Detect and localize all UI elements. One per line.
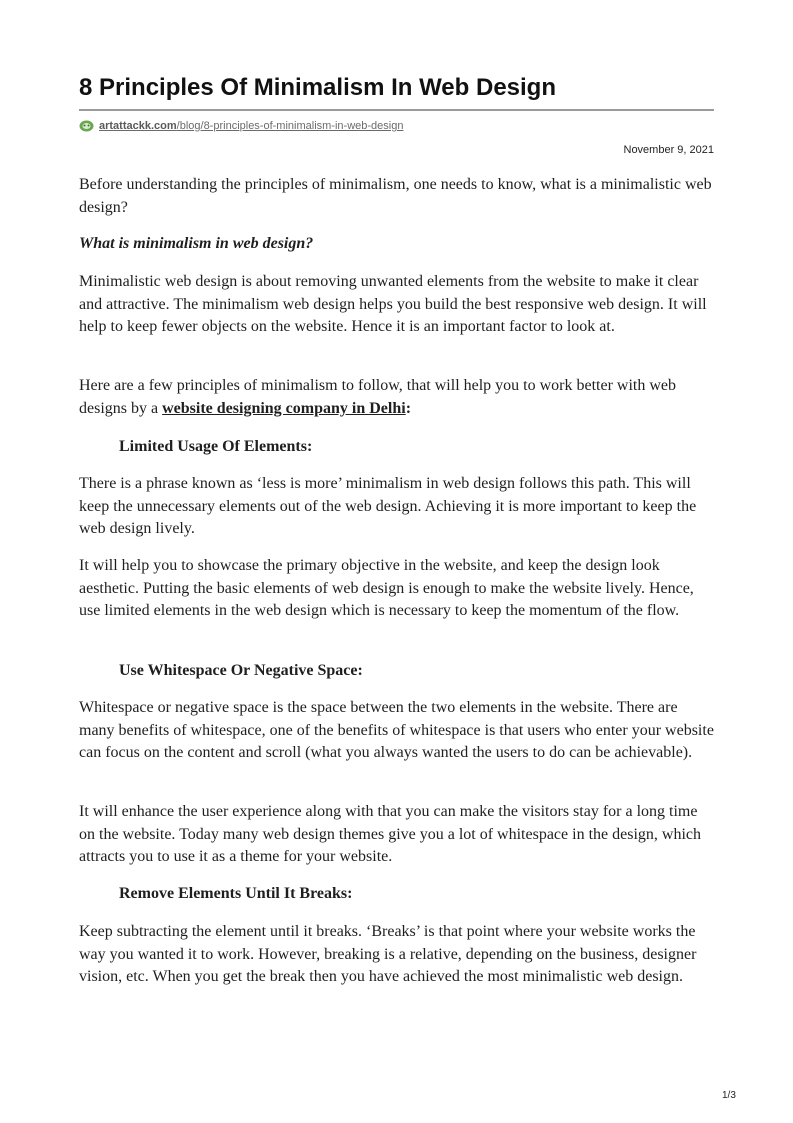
title-divider	[79, 109, 714, 111]
principles-intro-text: Here are a few principles of minimalism to follow, that will help you to work better with web designs by a	[79, 377, 677, 417]
company-link[interactable]: website designing company in Delhi	[162, 399, 406, 417]
section-heading: Use Whitespace Or Negative Space:	[119, 662, 363, 679]
definition-paragraph: Minimalistic web design is about removing unwanted elements from the website to make it clear and attractive. The minimalism web design helps you build the best responsive web design. It will help to keep fewer objects on the website. Hence it is an important factor to look at.	[79, 273, 707, 335]
source-domain: artattackk.com	[99, 120, 177, 132]
source-url[interactable]	[79, 118, 403, 134]
intro-paragraph: Before understanding the principles of minimalism, one needs to know, what is a minimalistic web design?	[79, 176, 712, 216]
section-heading: Remove Elements Until It Breaks:	[119, 885, 353, 902]
publish-date: November 9, 2021	[623, 144, 714, 156]
principles-intro-colon: :	[405, 399, 412, 417]
section-paragraph: Whitespace or negative space is the space between the two elements in the website. There are many benefits of whitespace, one of the benefits of whitespace is that users who enter your website can focus on the content and scroll (what you always wanted the users to do can be achievable).	[79, 699, 714, 761]
section-paragraph: It will enhance the user experience along with that you can make the visitors stay for a long time on the website. Today many web design themes give you a lot of whitespace in the design, which attracts you to use it as a theme for your website.	[79, 803, 701, 865]
section-paragraph: Keep subtracting the element until it breaks. ‘Breaks’ is that point where your website works the way you wanted it to work. However, breaking is a relative, depending on the business, designer vision, etc. When you get the break then you have achieved the most minimalistic web design.	[79, 923, 697, 985]
principles-intro-paragraph	[79, 375, 714, 420]
page-number: 1/3	[722, 1090, 736, 1101]
section-paragraph: There is a phrase known as ‘less is more’ minimalism in web design follows this path. This will keep the unnecessary elements out of the web design. Achieving it is more important to keep the web design lively.	[79, 475, 697, 537]
page-title: 8 Principles Of Minimalism In Web Design	[79, 74, 556, 101]
source-path: /blog/8-principles-of-minimalism-in-web-design	[176, 120, 404, 132]
question-heading: What is minimalism in web design?	[79, 235, 314, 252]
section-heading: Limited Usage Of Elements:	[119, 438, 313, 455]
section-paragraph: It will help you to showcase the primary objective in the website, and keep the design look aesthetic. Putting the basic elements of web design is enough to make the website lively. Hence, use limited elements in the web design which is necessary to keep the momentum of the flow.	[79, 557, 694, 619]
source-link[interactable]	[99, 120, 403, 132]
site-favicon-icon	[79, 120, 94, 132]
